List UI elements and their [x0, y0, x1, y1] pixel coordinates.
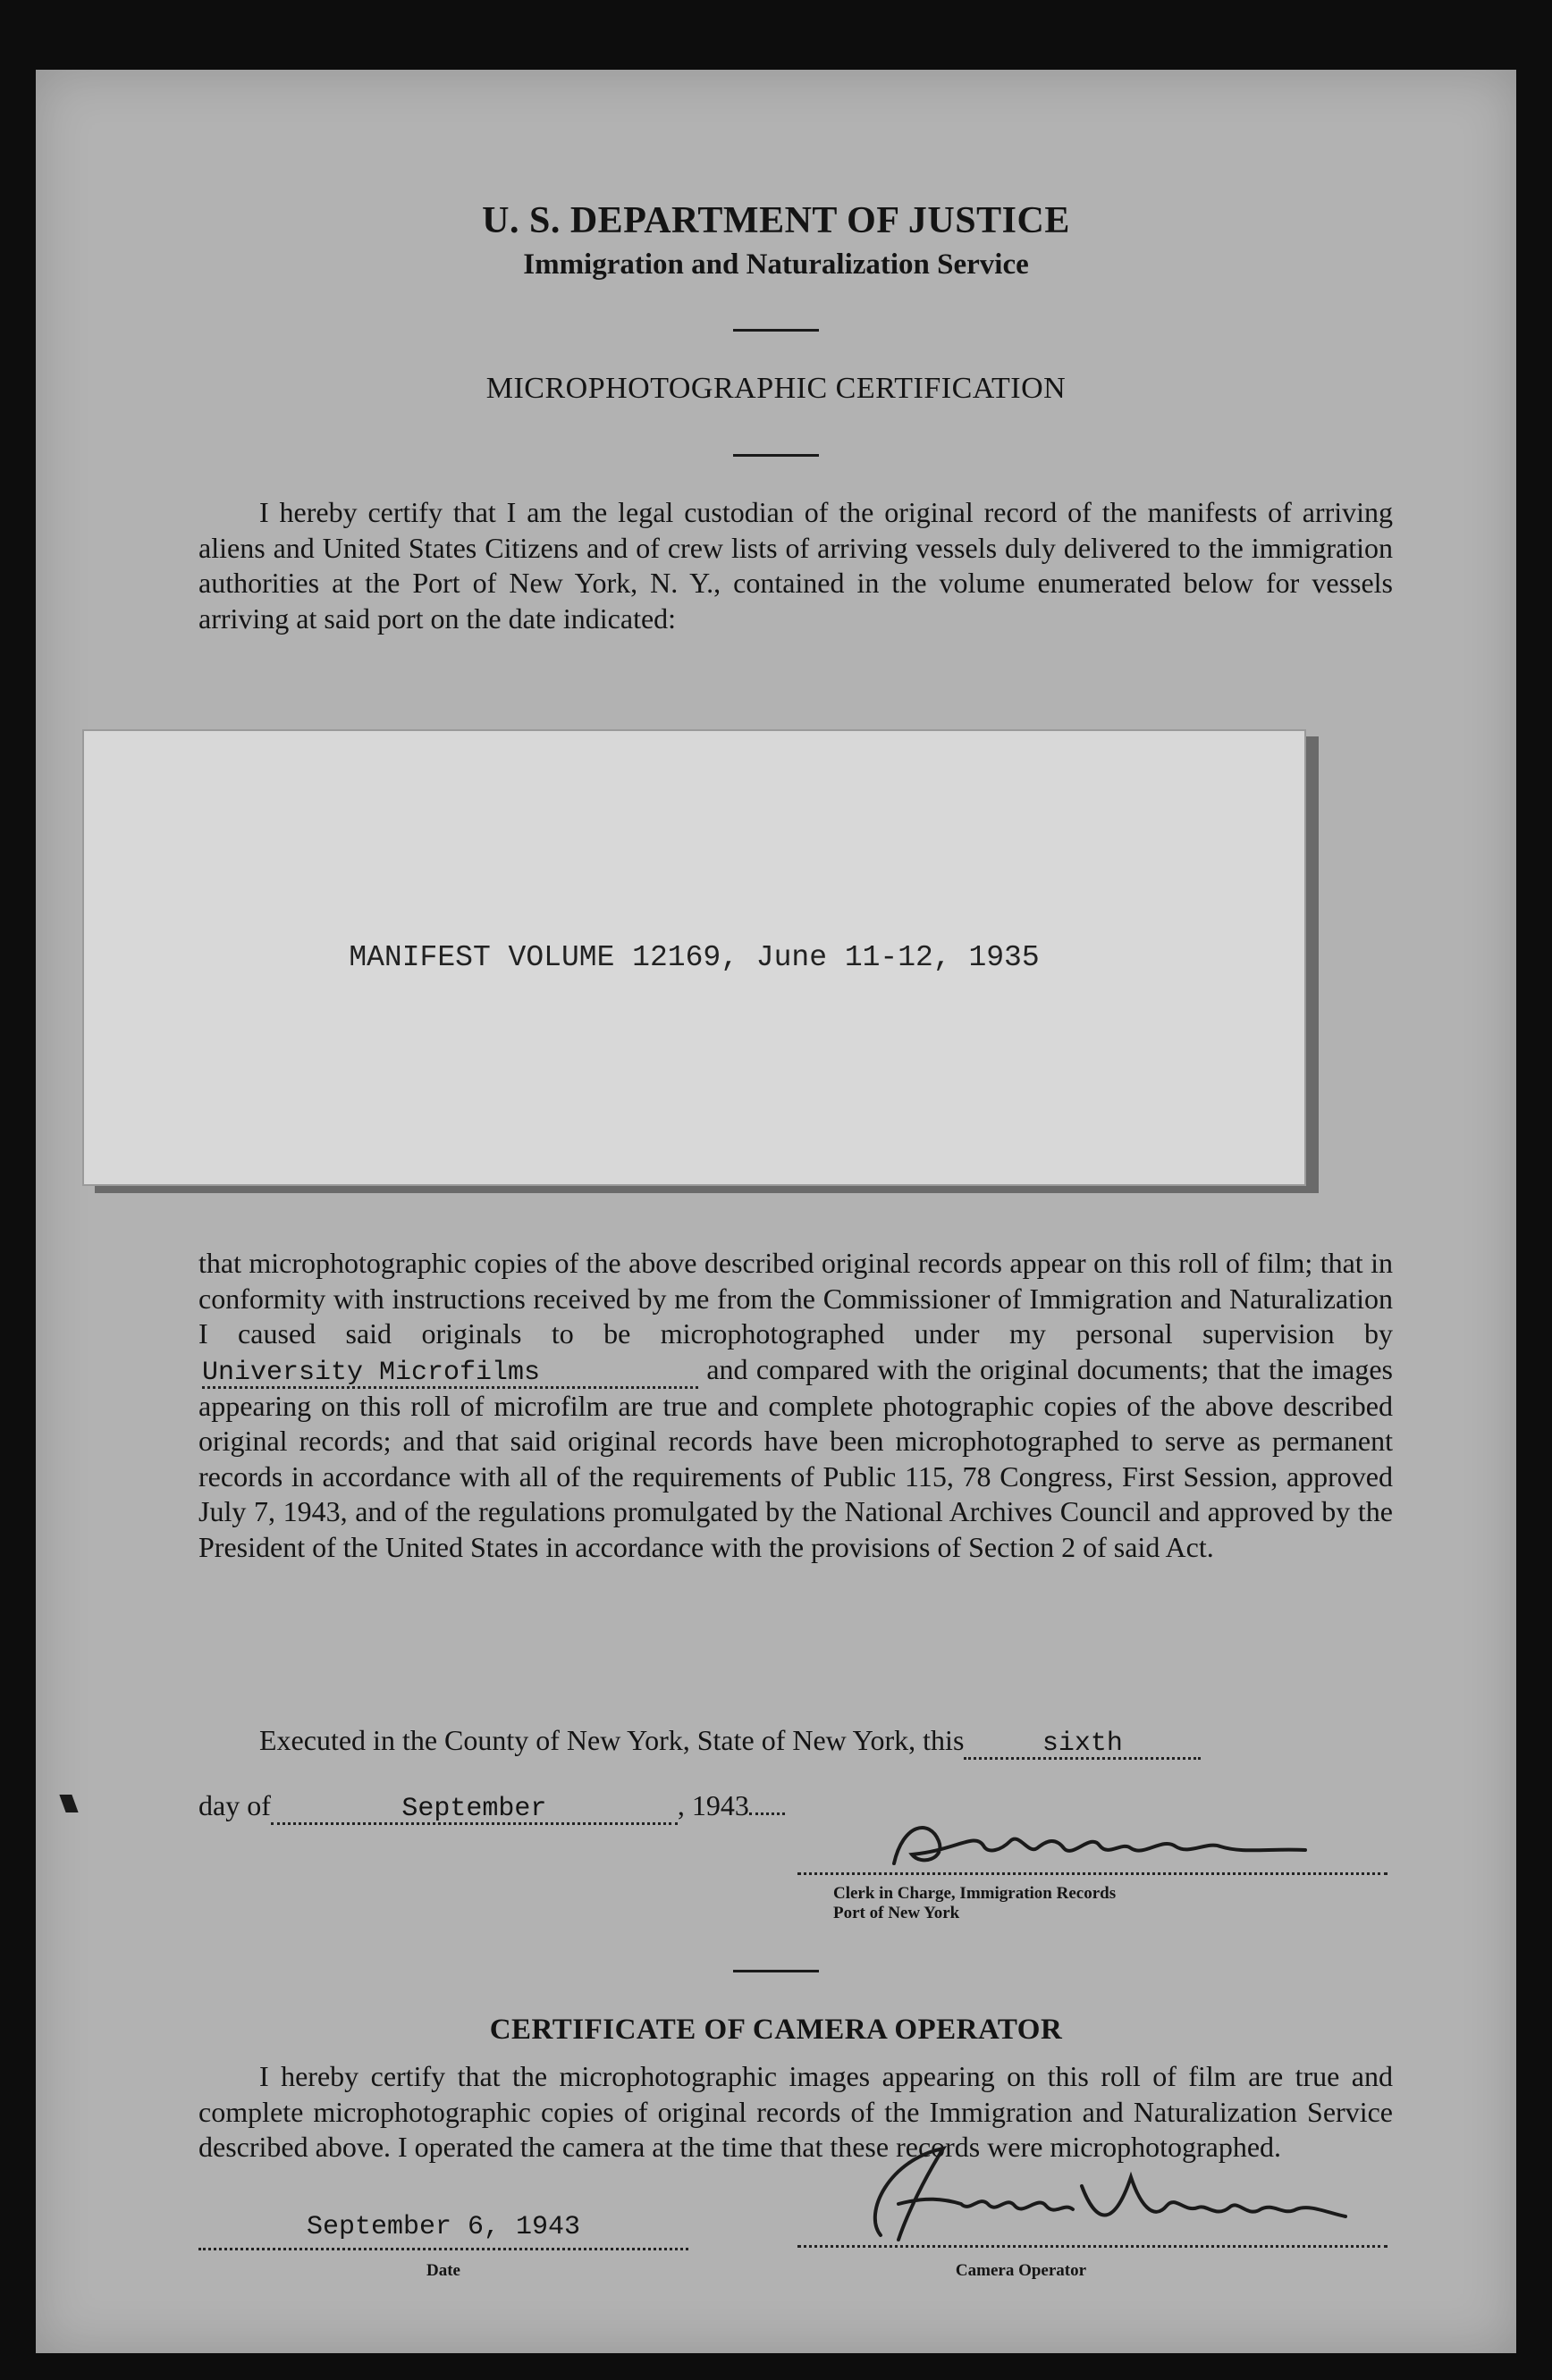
body-text-part2: and compared with the original documents; that the images appearing on this roll of microfilm are true and complete photographic copies of the above described original records; and that said original records have been microphotographed to serve as permanent records in accordance with all of the requirements of Public 115, 78 Congress, First Session, approved July 7, 1943, and of the regulations promulgated by the National Archives Council and approved by the President of the United States in accordance with the provisions of Section 2 of said Act.	[198, 1352, 1394, 1563]
camera-paragraph: I hereby certify that the microphotographic images appearing on this roll of film are true and complete microphotographic copies of original records of the Immigration and Naturalization Service described above. I operated the camera at the time that these records were microphotographed.	[198, 2060, 1393, 2163]
month-line	[198, 1789, 785, 1825]
certification-title: MICROPHOTOGRAPHIC CERTIFICATION	[485, 372, 1067, 405]
clerk-signature	[876, 1814, 1377, 1877]
day-of-label: day of	[198, 1789, 271, 1821]
divider-rule	[733, 454, 819, 457]
body-text-part1: that microphotographic copies of the above described original records appear on this roll of film; that in conformity with instructions received by me from the Commissioner of Immigration and Naturalization I caused said originals to be microphotographed under my personal supervision by	[198, 1247, 1393, 1350]
service-subheading: Immigration and Naturalization Service	[523, 248, 1029, 281]
certificate-sheet	[36, 70, 1516, 2353]
divider-rule	[733, 1970, 819, 1972]
divider-rule	[733, 329, 819, 332]
year-dots	[749, 1812, 785, 1815]
intro-paragraph: I hereby certify that I am the legal custodian of the original record of the manifests of arriving aliens and United States Citizens and of crew lists of arriving vessels duly delivered to the immigration authorities at the Port of New York, N. Y., contained in the volume enumerated below for vessels arriving at said port on the date indicated:	[198, 496, 1393, 635]
operator-signature	[845, 2141, 1354, 2249]
camera-operator-title: CERTIFICATE OF CAMERA OPERATOR	[489, 2014, 1063, 2046]
clerk-signature-line	[797, 1872, 1388, 1875]
day-field: sixth	[964, 1730, 1201, 1760]
ink-mark	[59, 1795, 78, 1812]
date-field	[198, 2209, 688, 2250]
volume-label: MANIFEST VOLUME 12169, June 11-12, 1935	[349, 941, 1040, 974]
clerk-title	[833, 1884, 1116, 1923]
volume-label-card	[82, 729, 1306, 1186]
microfilmer-field: University Microfilms	[202, 1359, 698, 1389]
clerk-title-line2: Port of New York	[833, 1904, 960, 1922]
date-value: September 6, 1943	[306, 2212, 581, 2242]
department-heading: U. S. DEPARTMENT OF JUSTICE	[482, 200, 1070, 241]
year-text: , 1943	[677, 1789, 749, 1821]
executed-prefix: Executed in the County of New York, State of New York, this	[259, 1724, 965, 1756]
operator-signature-line	[797, 2245, 1388, 2248]
month-field: September	[271, 1796, 678, 1825]
body-paragraph	[198, 1246, 1393, 1565]
executed-line	[259, 1724, 1201, 1760]
operator-label: Camera Operator	[955, 2261, 1087, 2280]
date-label: Date	[426, 2261, 460, 2280]
clerk-title-line1: Clerk in Charge, Immigration Records	[833, 1884, 1117, 1903]
